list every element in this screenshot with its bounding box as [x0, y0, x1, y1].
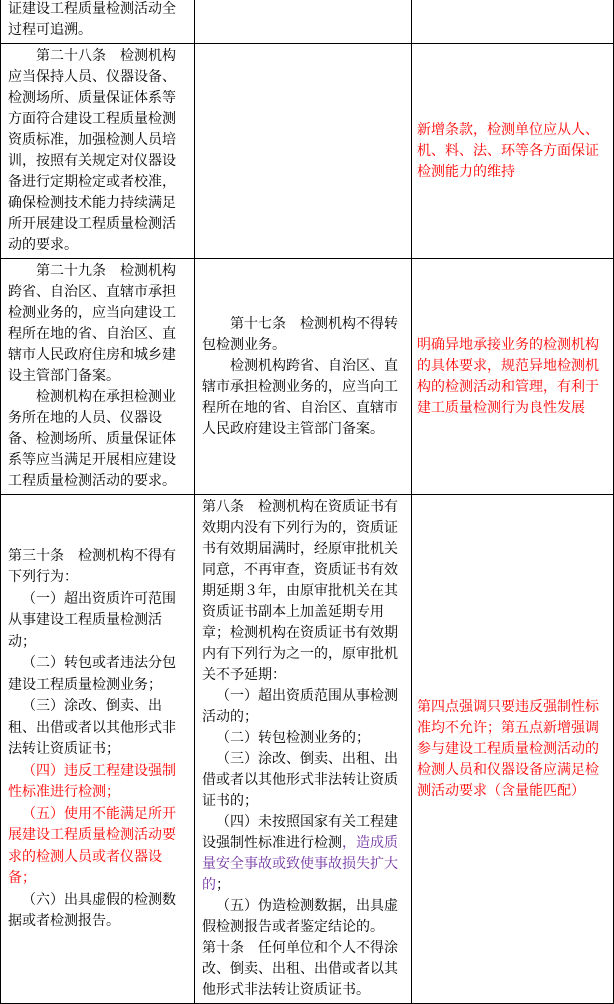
article-item: （五）使用不能满足所开展建设工程质量检测活动要求的检测人员或者仪器设备； — [8, 805, 176, 886]
note-cell — [412, 495, 614, 1004]
table-row — [1, 495, 614, 1004]
clause-text: ； — [216, 877, 230, 893]
paragraph: 第十七条 检测机构不得转包检测业务。 — [202, 315, 398, 353]
paragraph: 检测机构跨省、自治区、直辖市承担检测业务的，应当向工程所在地的省、自治区、直辖市人民政府建设主管部门备案。 — [202, 357, 398, 437]
article-items — [8, 589, 188, 933]
note-text: 明确异地承接业务的检测机构的具体要求，规范异地检测机构的检测活动和管理，有利于建工质量检测行为良性发展 — [417, 336, 599, 416]
paragraph: （一）超出资质范围从事检测活动的； — [202, 688, 398, 725]
clause-text: （四）未按照国家有关工程建设强制性标准进行检测 — [202, 814, 398, 851]
article-item: （四）违反工程建设强制性标准进行检测； — [8, 762, 176, 800]
old-article-cell — [195, 495, 412, 1004]
note-cell — [412, 259, 614, 495]
paragraph: 第八条 检测机构在资质证书有效期内没有下列行为的，资质证书有效期届满时，经原审批机关同意，不再审查，资质证书有效期延期３年，由原审批机关在其资质证书副本上加盖延期专用章；检测机构在资质证书有效期内有下列行为之一的，原审批机关不予延期： — [202, 499, 398, 683]
new-article-cell — [1, 0, 195, 44]
article-title: 第三十条 检测机构不得有下列行为： — [8, 547, 176, 585]
note-text: 第四点强调只要违反强制性标准均不允许；第五点新增强调参与建设工程质量检测活动的检测人员和仪器设备应满足检测活动要求（含量能匹配） — [417, 698, 599, 799]
article-item: （三）涂改、倒卖、出租、出借或者以其他形式非法转让资质证书； — [8, 698, 176, 757]
paragraph: 检测机构在承担检测业务所在地的人员、仪器设备、检测场所、质量保证体系等应当满足开展相应建设工程质量检测活动的要求。 — [8, 389, 176, 489]
note-text: 新增条款，检测单位应从人、机、料、法、环等各方面保证检测能力的维持 — [417, 121, 599, 180]
table-row — [1, 0, 614, 44]
new-article-cell — [1, 495, 195, 1004]
article-item: （六）出具虚假的检测数据或者检测报告。 — [8, 891, 176, 929]
table-row — [1, 44, 614, 259]
deleted-clause-text: ，造成质量安全事故或致使事故损失扩大的 — [202, 835, 398, 893]
note-cell — [412, 0, 614, 44]
paragraph: 第二十九条 检测机构跨省、自治区、直辖市承担检测业务的，应当向建设工程所在地的省、自治区、直辖市人民政府住房和城乡建设主管部门备案。 — [8, 263, 176, 384]
old-article-cell — [195, 0, 412, 44]
old-article-cell — [195, 259, 412, 495]
new-article-cell — [1, 44, 195, 259]
table-row — [1, 259, 614, 495]
note-cell — [412, 44, 614, 259]
article-item: （一）超出资质许可范围从事建设工程质量检测活动； — [8, 590, 176, 650]
paragraph: 证建设工程质量检测活动全过程可追溯。 — [8, 1, 176, 38]
paragraph: （二）转包检测业务的； — [216, 730, 370, 746]
paragraph: （三）涂改、倒卖、出租、出借或者以其他形式非法转让资质证书的； — [202, 751, 398, 809]
old-article-cell — [195, 44, 412, 259]
paragraph — [202, 812, 405, 896]
paragraph: （五）伪造检测数据，出具虚假检测报告或者鉴定结论的。 — [202, 898, 398, 935]
paragraph: 第二十八条 检测机构应当保持人员、仪器设备、检测场所、质量保证体系等方面符合建设工程质量检测资质标准，加强检测人员培训，按照有关规定对仪器设备进行定期检定或者校准，确保检测技术能力持续满足所开展建设工程质量检测活动的要求。 — [8, 48, 176, 253]
paragraph: 第十条 任何单位和个人不得涂改、倒卖、出租、出借或者以其他形式非法转让资质证书。 — [202, 940, 398, 998]
new-article-cell — [1, 259, 195, 495]
article-item: （二）转包或者违法分包建设工程质量检测业务； — [8, 655, 176, 693]
